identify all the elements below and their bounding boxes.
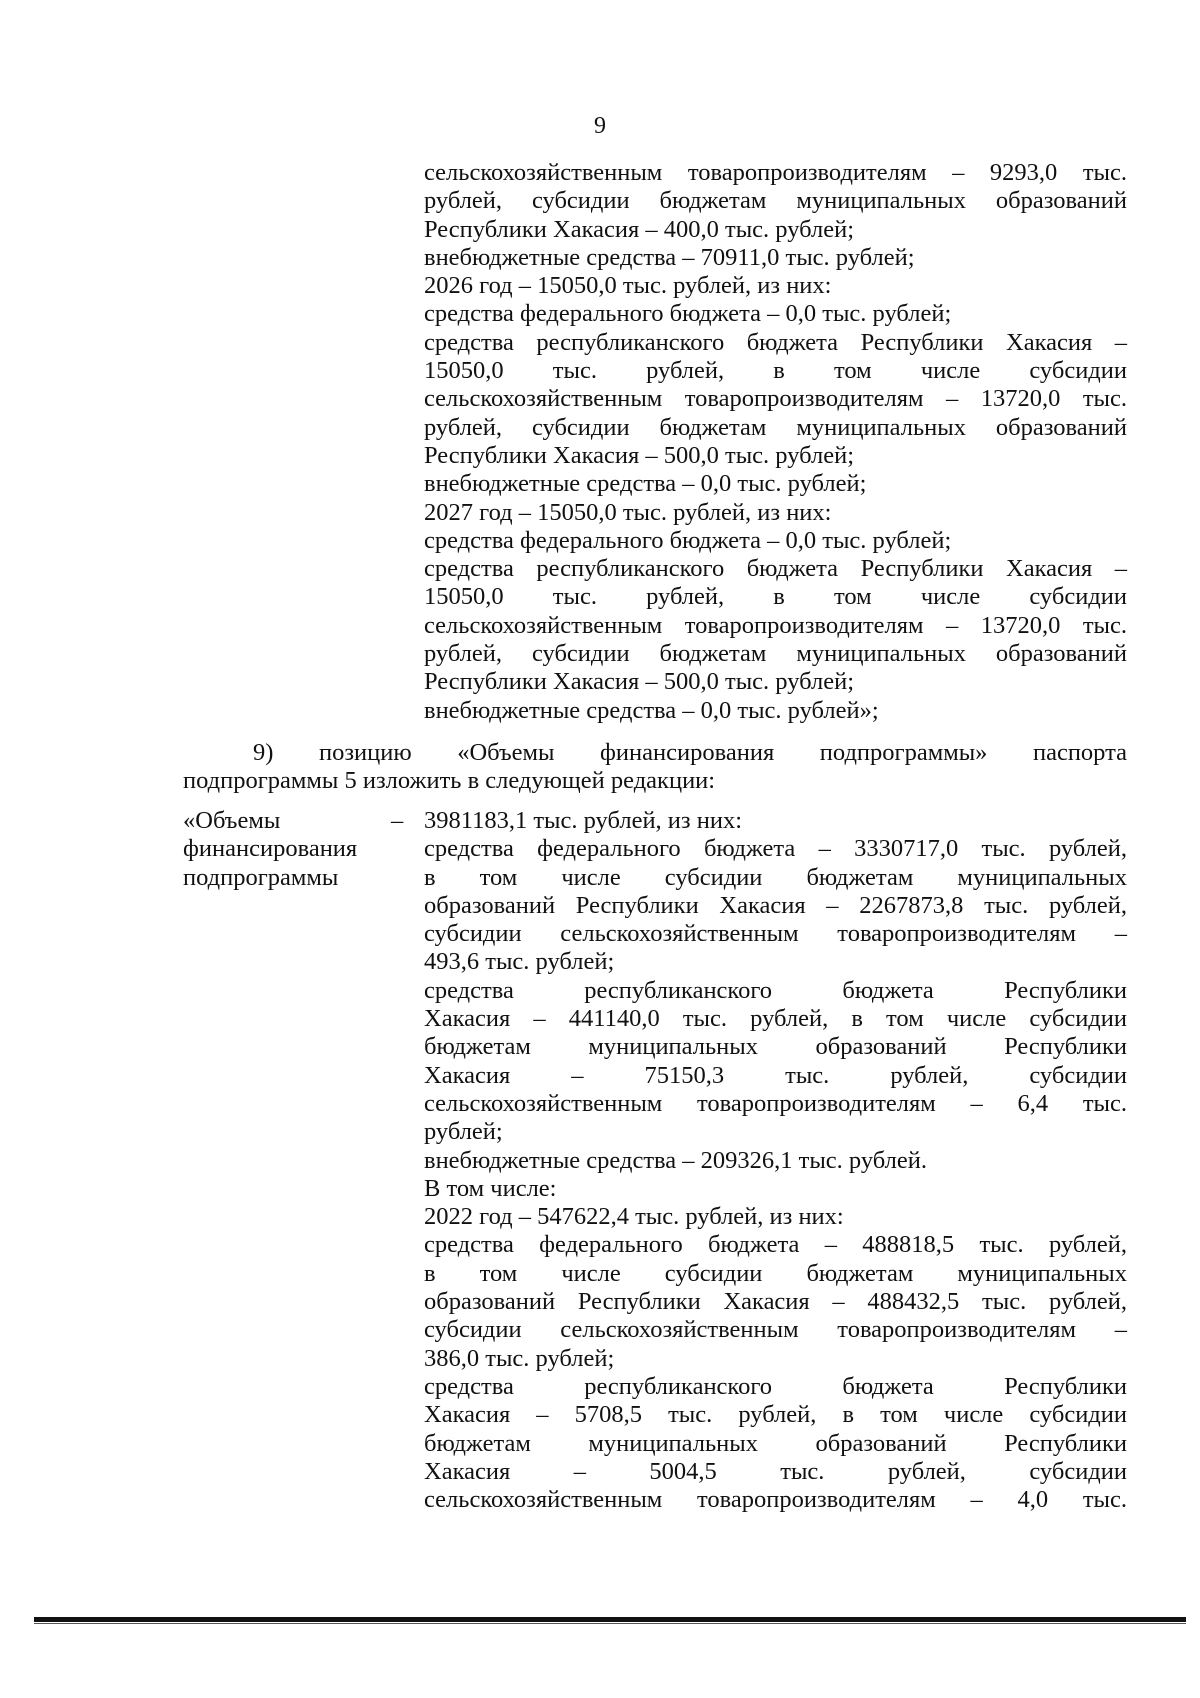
- text-line: Республики Хакасия – 500,0 тыс. рублей;: [424, 668, 855, 696]
- text-line: 9) позицию «Объемы финансирования подпрограммы» паспорта: [253, 739, 1127, 766]
- text-line: Республики Хакасия – 500,0 тыс. рублей;: [424, 441, 855, 469]
- text-line: рублей;: [424, 1118, 503, 1146]
- bottom-scan-rule-thin: [34, 1623, 1186, 1624]
- text-line: внебюджетные средства – 0,0 тыс. рублей;: [424, 470, 867, 498]
- bottom-scan-rule: [34, 1617, 1186, 1622]
- text-line: средства федерального бюджета – 3330717,0 тыс. рублей,: [424, 835, 1127, 863]
- text-line: внебюджетные средства – 70911,0 тыс. рублей;: [424, 243, 915, 271]
- text-line: в том числе субсидии бюджетам муниципальных: [424, 1259, 1127, 1287]
- text-line: сельскохозяйственным товаропроизводителям – 13720,0 тыс.: [424, 385, 1127, 413]
- text-line: субсидии сельскохозяйственным товаропроизводителям –: [424, 1316, 1127, 1344]
- text-line: бюджетам муниципальных образований Республики: [424, 1033, 1127, 1061]
- text-line: подпрограммы 5 изложить в следующей редакции:: [183, 767, 716, 795]
- text-line: средства республиканского бюджета Республики: [424, 1372, 1127, 1400]
- passport-position-value: [424, 807, 1127, 1514]
- text-line: 2026 год – 15050,0 тыс. рублей, из них:: [424, 272, 832, 300]
- passport-position-label: [183, 807, 383, 892]
- text-line: Республики Хакасия – 400,0 тыс. рублей;: [424, 215, 855, 243]
- text-line: 15050,0 тыс. рублей, в том числе субсидии: [424, 583, 1127, 611]
- text-line: Хакасия – 75150,3 тыс. рублей, субсидии: [424, 1061, 1127, 1089]
- text-line: субсидии сельскохозяйственным товаропроизводителям –: [424, 920, 1127, 948]
- text-line: 15050,0 тыс. рублей, в том числе субсидии: [424, 357, 1127, 385]
- text-line: рублей, субсидии бюджетам муниципальных образований: [424, 640, 1127, 668]
- text-line: внебюджетные средства – 209326,1 тыс. рублей.: [424, 1146, 927, 1174]
- text-line: В том числе:: [424, 1174, 557, 1202]
- text-line: средства республиканского бюджета Республики Хакасия –: [424, 555, 1127, 583]
- text-line: образований Республики Хакасия – 2267873,8 тыс. рублей,: [424, 891, 1127, 919]
- text-line: 2027 год – 15050,0 тыс. рублей, из них:: [424, 498, 832, 526]
- text-line: сельскохозяйственным товаропроизводителям – 13720,0 тыс.: [424, 611, 1127, 639]
- text-line: сельскохозяйственным товаропроизводителям – 9293,0 тыс.: [424, 159, 1127, 186]
- text-line: 2022 год – 547622,4 тыс. рублей, из них:: [424, 1203, 844, 1231]
- text-line: Хакасия – 5004,5 тыс. рублей, субсидии: [424, 1457, 1127, 1485]
- text-line: 386,0 тыс. рублей;: [424, 1344, 615, 1372]
- text-line: Хакасия – 5708,5 тыс. рублей, в том числе субсидии: [424, 1401, 1127, 1429]
- text-line: 493,6 тыс. рублей;: [424, 948, 615, 976]
- page-number: 9: [594, 113, 606, 139]
- label-dash: –: [391, 807, 404, 834]
- text-line: в том числе субсидии бюджетам муниципальных: [424, 863, 1127, 891]
- financing-text-continuation: [424, 159, 1127, 725]
- text-line: средства федерального бюджета – 488818,5 тыс. рублей,: [424, 1231, 1127, 1259]
- text-line: средства республиканского бюджета Республики Хакасия –: [424, 328, 1127, 356]
- text-line: средства федерального бюджета – 0,0 тыс. рублей;: [424, 300, 952, 328]
- text-line: средства республиканского бюджета Республики: [424, 976, 1127, 1004]
- text-line: средства федерального бюджета – 0,0 тыс. рублей;: [424, 526, 952, 554]
- text-line: рублей, субсидии бюджетам муниципальных образований: [424, 413, 1127, 441]
- text-line: рублей, субсидии бюджетам муниципальных образований: [424, 187, 1127, 215]
- text-line: бюджетам муниципальных образований Республики: [424, 1429, 1127, 1457]
- text-line: сельскохозяйственным товаропроизводителям – 6,4 тыс.: [424, 1089, 1127, 1117]
- text-line: образований Республики Хакасия – 488432,5 тыс. рублей,: [424, 1288, 1127, 1316]
- text-line: внебюджетные средства – 0,0 тыс. рублей»;: [424, 696, 879, 724]
- item-9-paragraph: [183, 739, 1127, 796]
- label-line: финансирования: [183, 835, 358, 863]
- text-line: Хакасия – 441140,0 тыс. рублей, в том числе субсидии: [424, 1005, 1127, 1033]
- label-line: подпрограммы: [183, 863, 339, 891]
- text-line: сельскохозяйственным товаропроизводителям – 4,0 тыс.: [424, 1486, 1127, 1514]
- label-line: «Объемы: [183, 807, 281, 834]
- text-line: 3981183,1 тыс. рублей, из них:: [424, 807, 742, 834]
